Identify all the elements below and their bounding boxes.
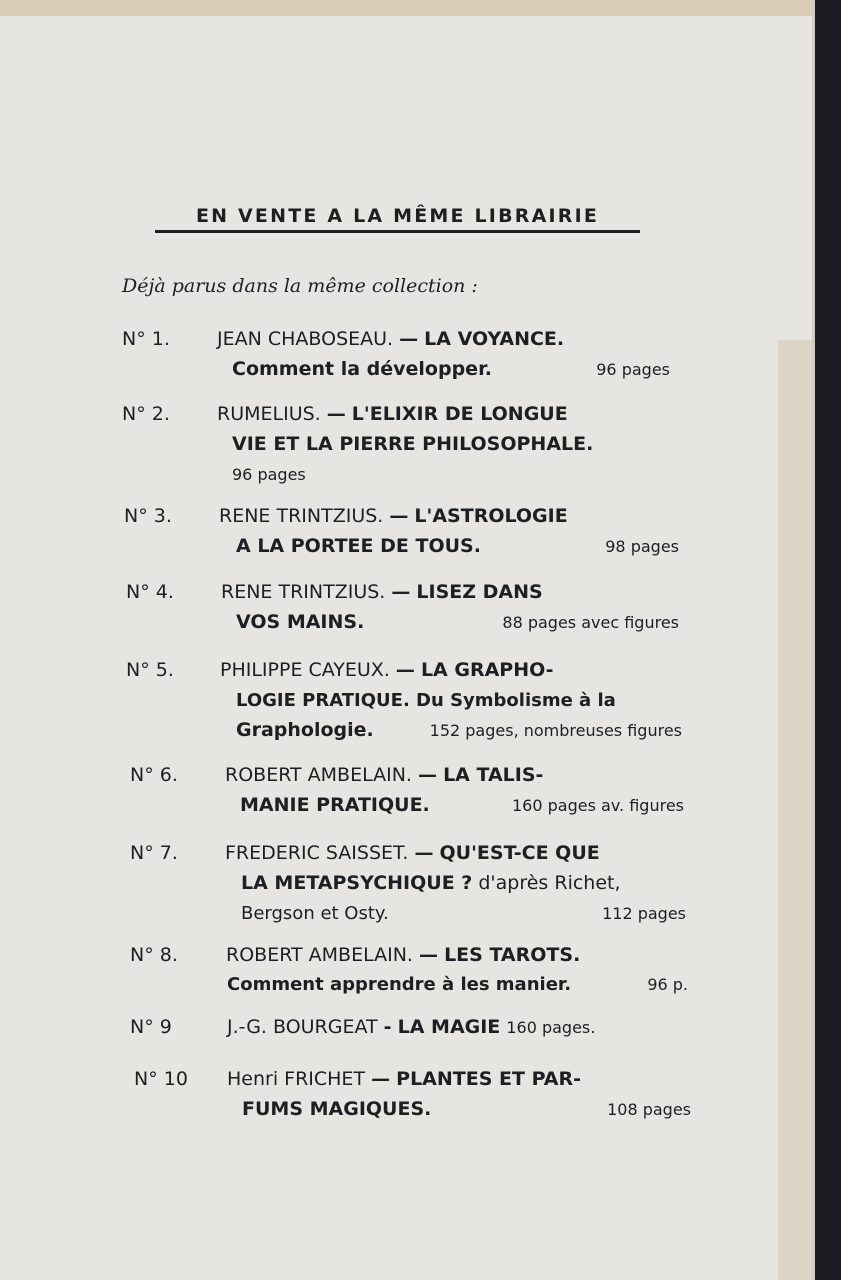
- entry-pages: 160 pages av. figures: [512, 796, 684, 815]
- list-item: [122, 399, 677, 489]
- entry-separator: —: [395, 659, 415, 681]
- entry-title: LA TALIS-: [443, 764, 544, 786]
- entry-author: ROBERT AMBELAIN.: [225, 764, 412, 786]
- entry-title: PLANTES ET PAR-: [396, 1068, 581, 1090]
- entry-title-cont: LOGIE PRATIQUE. Du Symbolisme à la: [236, 690, 616, 711]
- entry-title: LISEZ DANS: [416, 581, 543, 603]
- entry-author: RUMELIUS.: [217, 403, 321, 425]
- entry-author: PHILIPPE CAYEUX.: [220, 659, 390, 681]
- entry-pages: 96 p.: [647, 975, 688, 994]
- entry-line-1: [227, 1064, 581, 1095]
- entry-separator: -: [383, 1016, 392, 1038]
- entry-number: N° 3.: [124, 505, 172, 527]
- entry-pages: 108 pages: [607, 1100, 691, 1119]
- list-item: [130, 838, 686, 930]
- entry-title: L'ASTROLOGIE: [414, 505, 568, 527]
- entry-pages: 160 pages.: [506, 1018, 596, 1037]
- list-item: [130, 760, 684, 822]
- entry-number: N° 10: [134, 1068, 188, 1090]
- entry-author: Henri FRICHET: [227, 1068, 366, 1090]
- list-item: [126, 655, 682, 747]
- entry-author: RENE TRINTZIUS.: [221, 581, 386, 603]
- right-paper-fold: [778, 340, 812, 1280]
- entry-pages: 88 pages avec figures: [502, 613, 679, 632]
- entry-number: N° 8.: [130, 944, 178, 966]
- entry-line-1: [225, 838, 600, 869]
- list-item: [126, 577, 679, 639]
- entry-title-cont: FUMS MAGIQUES.: [242, 1098, 432, 1120]
- entry-title-cont: VIE ET LA PIERRE PHILOSOPHALE.: [232, 433, 594, 455]
- entry-number: N° 1.: [122, 328, 170, 350]
- entry-pages: 96 pages: [232, 465, 306, 484]
- entry-separator: —: [418, 764, 438, 786]
- entry-title: L'ELIXIR DE LONGUE: [351, 403, 568, 425]
- top-paper-edge: [0, 0, 812, 16]
- entry-number: N° 5.: [126, 659, 174, 681]
- entry-number: N° 4.: [126, 581, 174, 603]
- entry-subtitle: Comment la développer.: [232, 358, 492, 380]
- entry-pages: 152 pages, nombreuses figures: [429, 721, 682, 740]
- entry-line-1: [221, 577, 543, 608]
- entry-separator: —: [419, 944, 439, 966]
- entry-separator: —: [414, 842, 434, 864]
- entry-pages: 96 pages: [596, 360, 670, 379]
- list-item: [134, 1064, 691, 1126]
- entry-author: FREDERIC SAISSET.: [225, 842, 409, 864]
- entry-separator: —: [371, 1068, 391, 1090]
- entry-separator: —: [399, 328, 419, 350]
- entry-title: QU'EST-CE QUE: [439, 842, 600, 864]
- entry-separator: —: [391, 581, 411, 603]
- entry-line-1: [225, 760, 543, 791]
- entry-title-cont: Graphologie.: [236, 719, 374, 741]
- entry-line-1: [219, 501, 568, 532]
- entry-subtitle: Comment apprendre à les manier.: [227, 974, 572, 995]
- entry-number: N° 7.: [130, 842, 178, 864]
- entry-author: ROBERT AMBELAIN.: [226, 944, 413, 966]
- entry-title-cont: A LA PORTEE DE TOUS.: [236, 535, 481, 557]
- entry-subtitle-cont: Bergson et Osty.: [241, 903, 389, 924]
- entry-line-1: [226, 940, 580, 971]
- entry-author: JEAN CHABOSEAU.: [217, 328, 394, 350]
- entry-line-1: [227, 1012, 595, 1043]
- entry-number: N° 2.: [122, 403, 170, 425]
- entry-title-cont: MANIE PRATIQUE.: [240, 794, 430, 816]
- entry-line-1: [217, 399, 568, 430]
- entry-title: LES TAROTS.: [444, 944, 581, 966]
- entry-title: LA MAGIE: [397, 1016, 501, 1038]
- entry-number: N° 9: [130, 1016, 172, 1038]
- entry-title-cont: VOS MAINS.: [236, 611, 365, 633]
- entry-title: LA GRAPHO-: [420, 659, 554, 681]
- list-item: [130, 940, 688, 1002]
- entry-line-2: [241, 868, 621, 899]
- entry-subtitle: d'après Richet,: [478, 872, 621, 894]
- entry-line-1: [217, 324, 564, 355]
- list-item: [122, 324, 670, 386]
- entry-title: LA VOYANCE.: [424, 328, 565, 350]
- entry-separator: —: [326, 403, 346, 425]
- entry-pages: 98 pages: [605, 537, 679, 556]
- entry-separator: —: [389, 505, 409, 527]
- entry-author: RENE TRINTZIUS.: [219, 505, 384, 527]
- catalog-heading: EN VENTE A LA MÊME LIBRAIRIE: [155, 205, 640, 233]
- list-item: [130, 1012, 690, 1044]
- entry-pages: 112 pages: [602, 904, 686, 923]
- entry-line-1: [220, 655, 554, 686]
- list-item: [124, 501, 679, 563]
- intro-line: Déjà parus dans la même collection :: [122, 275, 478, 297]
- entry-number: N° 6.: [130, 764, 178, 786]
- entry-author: J.-G. BOURGEAT: [227, 1016, 378, 1038]
- entry-title-cont: LA METAPSYCHIQUE ?: [241, 872, 473, 894]
